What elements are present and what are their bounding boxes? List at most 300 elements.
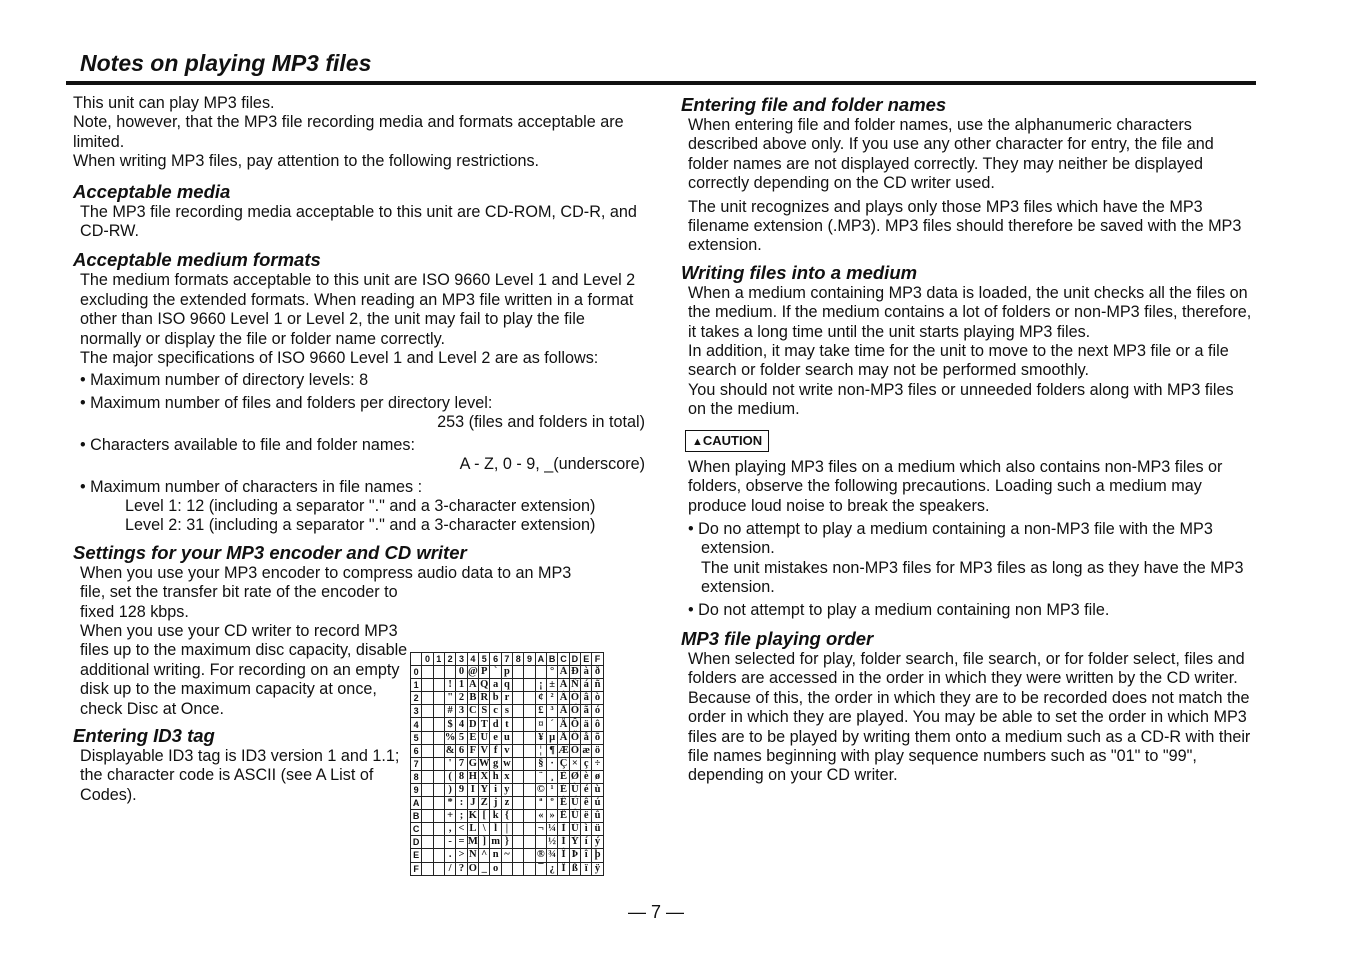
table-cell: c	[490, 705, 501, 718]
table-cell: Ç	[559, 757, 568, 769]
table-cell: è	[581, 770, 592, 783]
bullet-item: • Do not attempt to play a medium containing non MP3 file.	[688, 600, 1110, 619]
caution-body	[681, 458, 1256, 516]
table-cell	[524, 692, 535, 705]
table-cell	[513, 823, 524, 836]
table-cell: ä	[581, 718, 592, 731]
table-cell	[524, 705, 535, 718]
table-cell: Ø	[570, 770, 579, 782]
table-cell: W	[478, 757, 490, 769]
table-cell	[433, 718, 444, 731]
table-cell	[524, 757, 535, 770]
table-cell	[513, 666, 524, 679]
table-cell: G	[468, 757, 477, 769]
table-cell: æ	[582, 744, 590, 756]
table-row	[411, 836, 604, 849]
table-header-cell	[411, 653, 422, 666]
table-cell: |	[501, 823, 512, 836]
table-cell: Z	[478, 797, 490, 810]
section-acceptable-media	[73, 181, 645, 242]
table-cell: ÿ	[592, 862, 603, 875]
table-cell: ÷	[592, 757, 603, 770]
table-cell: å	[581, 731, 592, 744]
table-header-cell: 3	[456, 653, 467, 666]
table-cell	[433, 836, 444, 849]
table-cell: C	[469, 705, 477, 717]
table-cell: p	[501, 666, 512, 679]
table-cell	[513, 744, 524, 757]
table-header-cell: 7	[501, 653, 512, 666]
table-cell: v	[501, 744, 512, 757]
table-cell: ?	[456, 862, 467, 875]
table-cell: /	[444, 862, 456, 875]
table-row	[411, 862, 604, 875]
table-cell: )	[444, 783, 456, 796]
paragraph: file, set the transfer bit rate of the encoder to fixed 128 kbps.	[80, 583, 398, 621]
table-cell: ó	[592, 705, 603, 718]
table-cell: ï	[581, 862, 592, 875]
table-row-header: F	[411, 862, 422, 875]
table-cell: Ô	[570, 718, 579, 730]
table-cell	[513, 770, 524, 783]
table-cell: 4	[456, 718, 467, 731]
paragraph: When you use your CD writer to record MP3 files up to the maximum disc capacity, disable additional writing. For recording on an empty disk up to the maximum capacity at once, check Disc at Once.	[80, 621, 408, 718]
paragraph: When you use your MP3 encoder to compress audio data to an MP3	[80, 563, 572, 582]
table-cell: +	[444, 810, 456, 823]
table-cell	[513, 757, 524, 770]
ascii-code-table	[410, 652, 604, 876]
bullet-item: • Characters available to file and folder names:	[80, 435, 415, 454]
table-cell: ^	[478, 849, 490, 862]
table-header-cell: 9	[524, 653, 535, 666]
table-cell	[433, 757, 444, 770]
table-cell: O	[468, 862, 477, 874]
table-row-header: 8	[411, 770, 422, 783]
table-cell: T	[478, 718, 490, 731]
table-row	[411, 718, 604, 731]
table-cell	[433, 666, 444, 679]
table-cell: ¸	[546, 770, 557, 783]
table-cell	[513, 797, 524, 810]
table-cell: Q	[480, 679, 489, 691]
table-cell: Ñ	[571, 679, 579, 691]
table-cell	[524, 862, 535, 875]
table-row-header: E	[411, 849, 422, 862]
bullet-item: • Maximum number of files and folders per directory level:	[80, 393, 493, 412]
table-cell: l	[490, 823, 501, 836]
table-cell	[524, 849, 535, 862]
bullet-item: • Maximum number of characters in file names :	[80, 477, 423, 496]
table-cell	[524, 731, 535, 744]
table-header-cell: 5	[478, 653, 490, 666]
table-cell	[535, 836, 546, 849]
table-cell: ù	[592, 783, 603, 796]
table-cell: e	[490, 731, 501, 744]
table-cell	[422, 731, 433, 744]
table-cell: _	[478, 862, 490, 875]
table-cell: Ý	[571, 836, 579, 848]
table-cell: ð	[592, 666, 603, 679]
section-heading: Acceptable media	[73, 180, 231, 202]
table-row	[411, 849, 604, 862]
table-cell	[433, 849, 444, 862]
caution-badge	[685, 430, 769, 452]
table-cell	[524, 810, 535, 823]
table-cell: ã	[581, 705, 592, 718]
table-cell: F	[467, 744, 478, 757]
table-cell	[513, 679, 524, 692]
table-row	[411, 705, 604, 718]
table-cell: j	[490, 797, 501, 810]
table-cell: y	[501, 783, 512, 796]
table-cell: J	[467, 797, 478, 810]
table-cell	[422, 666, 433, 679]
table-cell: ö	[592, 744, 603, 757]
table-cell	[513, 849, 524, 862]
table-cell: \	[478, 823, 490, 836]
table-cell: ¼	[548, 823, 557, 835]
table-cell: Ü	[571, 823, 579, 835]
table-cell	[433, 744, 444, 757]
table-cell: Ö	[570, 744, 579, 756]
table-row	[411, 770, 604, 783]
section-writing	[681, 262, 1256, 420]
table-cell: V	[480, 744, 489, 756]
table-cell: 9	[456, 783, 467, 796]
bullet-value: A - Z, 0 - 9, _(underscore)	[459, 455, 645, 474]
table-row	[411, 783, 604, 796]
table-cell: ü	[592, 823, 603, 836]
table-cell: ¶	[546, 744, 557, 757]
table-cell: q	[501, 679, 512, 692]
table-cell	[513, 692, 524, 705]
table-cell: ý	[592, 836, 603, 849]
table-cell: 0	[456, 666, 467, 679]
table-cell: <	[456, 823, 467, 836]
table-cell: ²	[546, 692, 557, 705]
table-cell: *	[444, 797, 456, 810]
table-header-cell: B	[546, 653, 557, 666]
table-cell	[524, 770, 535, 783]
table-cell: 6	[456, 744, 467, 757]
table-cell	[433, 731, 444, 744]
table-row	[411, 744, 604, 757]
table-cell: ¬	[535, 823, 546, 836]
paragraph: Because of this, the order in which they are to be recorded does not match the order in which they are played. You may be able to set the order in which MP3 files are to be played by writing them onto a medium such as a CD-R with their file names beginning with play sequence numbers such as "01" to "99", depending on your CD writer.	[688, 688, 1251, 785]
page-title: Notes on playing MP3 files	[80, 50, 372, 76]
table-cell	[422, 797, 433, 810]
table-header-cell: 2	[444, 653, 456, 666]
table-cell: -	[444, 836, 456, 849]
table-cell: "	[444, 692, 456, 705]
table-cell: a	[490, 679, 501, 692]
table-cell: í	[581, 836, 592, 849]
section-heading: MP3 file playing order	[681, 627, 874, 649]
table-cell: ¡	[535, 679, 546, 692]
table-cell: x	[501, 770, 512, 783]
table-row-header: 5	[411, 731, 422, 744]
table-cell: ò	[592, 692, 603, 705]
table-cell: 7	[456, 757, 467, 770]
table-cell: õ	[592, 731, 603, 744]
table-cell: A	[469, 679, 477, 691]
table-cell: È	[558, 770, 570, 783]
table-cell: u	[501, 731, 512, 744]
table-cell	[422, 862, 433, 875]
paragraph: The MP3 file recording media acceptable to this unit are CD-ROM, CD-R, and CD-RW.	[80, 202, 637, 241]
caution-label: CAUTION	[702, 432, 763, 448]
table-cell: «	[535, 810, 546, 823]
table-cell	[422, 718, 433, 731]
paragraph: The major specifications of ISO 9660 Level 1 and Level 2 are as follows:	[80, 349, 599, 368]
table-row-header: 2	[411, 692, 422, 705]
table-header-cell: C	[558, 653, 570, 666]
table-cell: f	[490, 744, 501, 757]
table-cell: s	[501, 705, 512, 718]
table-cell: ê	[581, 797, 592, 810]
table-cell: k	[490, 810, 501, 823]
table-cell: {	[501, 810, 512, 823]
table-row-header: 7	[411, 757, 422, 770]
bullet-value: Level 2: 31 (including a separator "." and a 3-character extension)	[125, 516, 596, 535]
table-cell	[422, 783, 433, 796]
table-row-header: D	[411, 836, 422, 849]
table-cell: r	[501, 692, 512, 705]
section-heading: Writing files into a medium	[681, 261, 918, 283]
table-cell: À	[559, 666, 568, 678]
table-header-cell: A	[535, 653, 546, 666]
bullet-item: • Maximum number of directory levels: 8	[80, 371, 369, 390]
table-row	[411, 810, 604, 823]
table-row	[411, 666, 604, 679]
table-header-cell: 0	[422, 653, 433, 666]
table-cell: D	[469, 718, 477, 730]
table-cell: i	[490, 783, 501, 796]
page-number: — 7 —	[628, 902, 685, 922]
table-cell: é	[581, 783, 592, 796]
table-cell: E	[467, 731, 478, 744]
table-cell: ¦	[535, 744, 546, 757]
table-cell: L	[467, 823, 478, 836]
table-cell: ú	[592, 797, 603, 810]
bullet-item: • Do no attempt to play a medium containing a non-MP3 file with the MP3 extension.	[688, 519, 1213, 558]
table-cell	[513, 731, 524, 744]
table-cell: à	[581, 666, 592, 679]
table-cell: N	[469, 849, 477, 861]
table-cell: ß	[569, 862, 580, 875]
table-cell	[433, 862, 444, 875]
table-cell: ë	[581, 810, 592, 823]
table-row-header: A	[411, 797, 422, 810]
table-row	[411, 731, 604, 744]
table-cell	[524, 797, 535, 810]
table-cell: Ë	[558, 810, 570, 823]
table-cell	[422, 692, 433, 705]
table-cell: £	[535, 705, 546, 718]
table-cell: '	[444, 757, 456, 770]
table-header-cell: 6	[490, 653, 501, 666]
section-heading: Settings for your MP3 encoder and CD writer	[73, 541, 467, 563]
table-cell	[524, 836, 535, 849]
table-cell: ¹	[546, 783, 557, 796]
table-cell: ø	[592, 770, 603, 783]
table-cell: ¿	[546, 862, 557, 875]
table-cell: ¨	[535, 770, 546, 783]
table-cell: ª	[535, 797, 546, 810]
table-cell: h	[490, 770, 501, 783]
table-cell: M	[467, 836, 478, 848]
table-cell: Â	[559, 692, 568, 704]
table-cell	[513, 705, 524, 718]
table-cell: 3	[456, 705, 467, 718]
table-cell: Å	[559, 731, 568, 743]
table-cell: º	[546, 797, 557, 810]
table-cell	[513, 783, 524, 796]
table-header-row	[411, 653, 604, 666]
table-cell: @	[467, 666, 478, 678]
table-cell	[524, 823, 535, 836]
table-cell	[433, 783, 444, 796]
table-header-cell: F	[592, 653, 603, 666]
table-cell: Ä	[559, 718, 568, 730]
table-cell: ×	[569, 757, 580, 770]
table-cell: á	[581, 679, 592, 692]
table-cell: Ð	[571, 666, 579, 678]
table-cell: [	[478, 810, 490, 823]
table-cell: o	[490, 862, 501, 875]
table-cell	[524, 718, 535, 731]
table-cell	[433, 679, 444, 692]
title-rule	[66, 81, 1256, 85]
section-heading: Entering ID3 tag	[73, 724, 215, 746]
table-cell: &	[445, 744, 455, 756]
table-cell: ®	[536, 849, 545, 861]
table-cell: I	[467, 783, 478, 796]
table-cell: Ï	[558, 862, 570, 875]
table-cell	[524, 744, 535, 757]
table-cell: ·	[546, 757, 557, 770]
bullet-value: Level 1: 12 (including a separator "." and a 3-character extension)	[125, 496, 596, 515]
table-cell: µ	[546, 731, 557, 744]
table-cell	[513, 718, 524, 731]
table-cell: `	[490, 666, 501, 679]
table-cell: #	[444, 705, 456, 718]
table-row	[411, 797, 604, 810]
table-cell: ´	[546, 718, 557, 731]
table-cell: Õ	[570, 731, 579, 743]
table-cell: X	[480, 770, 489, 782]
table-cell: >	[456, 849, 467, 862]
table-row-header: 0	[411, 666, 422, 679]
table-cell: 5	[456, 731, 467, 744]
table-cell: ]	[478, 836, 490, 849]
table-row-header: B	[411, 810, 422, 823]
bullet-subtext: The unit mistakes non-MP3 files for MP3 files as long as they have the MP3 extension.	[701, 558, 1244, 597]
table-cell: %	[444, 731, 456, 743]
table-header-cell: 8	[513, 653, 524, 666]
table-cell: Ò	[570, 692, 579, 704]
table-cell: ç	[581, 757, 592, 770]
table-cell: Ã	[559, 705, 568, 717]
table-cell: B	[467, 692, 478, 705]
paragraph: When a medium containing MP3 data is loaded, the unit checks all the files on the medium. If the medium contains a lot of folders or non-MP3 files, therefore, it takes a long time until the unit starts playing MP3 files.	[688, 283, 1252, 341]
table-cell: ;	[456, 810, 467, 823]
table-cell: ©	[536, 783, 545, 795]
table-cell: w	[503, 757, 511, 769]
table-cell: 1	[456, 679, 467, 692]
table-cell: t	[501, 718, 512, 731]
table-cell: K	[468, 810, 477, 822]
table-cell	[433, 770, 444, 783]
table-cell: °	[546, 666, 557, 679]
warning-icon: ▲	[692, 435, 703, 448]
table-cell	[524, 679, 535, 692]
table-cell: Þ	[569, 849, 580, 862]
section-heading: Acceptable medium formats	[73, 249, 321, 271]
table-cell: $	[444, 718, 456, 731]
table-cell: Ê	[558, 797, 570, 810]
table-cell: Ó	[570, 705, 579, 717]
table-cell: ì	[581, 823, 592, 836]
table-cell	[422, 770, 433, 783]
paragraph: Displayable ID3 tag is ID3 version 1 and 1.1; the character code is ASCII (see A List of Codes).	[80, 746, 400, 804]
paragraph: When entering file and folder names, use the alphanumeric characters described above only. If you use any other character for entry, the file and folder names are not displayed correctly. They may neither be displayed correctly depending on the CD writer used.	[688, 116, 1214, 193]
table-cell: !	[444, 679, 456, 692]
table-cell	[422, 849, 433, 862]
table-row-header: 3	[411, 705, 422, 718]
table-cell: b	[490, 692, 501, 705]
section-acceptable-formats	[73, 249, 645, 535]
table-cell: ñ	[592, 679, 603, 692]
table-cell: S	[478, 705, 490, 718]
table-cell: ³	[546, 705, 557, 718]
paragraph: The medium formats acceptable to this unit are ISO 9660 Level 1 and Level 2 excluding the extended formats. When reading an MP3 file written in a format other than ISO 9660 Level 1 or Level 2, the unit may fail to play the file normally or display the file or folder name correctly.	[80, 271, 636, 348]
table-cell	[524, 666, 535, 679]
table-cell: ±	[546, 679, 557, 692]
table-cell: þ	[592, 849, 603, 862]
intro-line: When writing MP3 files, pay attention to the following restrictions.	[73, 152, 540, 171]
table-cell: Î	[558, 849, 570, 862]
table-cell: ¯	[535, 862, 546, 875]
table-cell	[422, 836, 433, 849]
table-cell	[433, 810, 444, 823]
table-cell: Í	[558, 836, 570, 849]
table-cell: 8	[456, 770, 467, 783]
paragraph: You should not write non-MP3 files or unneeded folders along with MP3 files on the medium.	[688, 380, 1234, 419]
table-cell: Ù	[571, 783, 579, 795]
table-row	[411, 757, 604, 770]
table-header-cell: E	[581, 653, 592, 666]
table-cell: }	[501, 836, 512, 849]
table-cell: :	[456, 797, 467, 810]
table-cell: n	[490, 849, 501, 862]
table-cell	[422, 823, 433, 836]
paragraph: When selected for play, folder search, file search, or for folder select, files and folders are accessed in the order in which they were written by the CD writer.	[688, 649, 1245, 688]
intro-line: Note, however, that the MP3 file recording media and formats acceptable are limited.	[73, 113, 624, 151]
paragraph: The unit recognizes and plays only those MP3 files which have the MP3 filename extension (.MP3). MP3 files should therefore be saved with the MP3 extension.	[688, 197, 1242, 255]
paragraph: In addition, it may take time for the unit to move to the next MP3 file or a file search or folder search may not be performed smoothly.	[688, 342, 1229, 380]
table-cell: H	[468, 770, 477, 782]
table-cell: z	[501, 797, 512, 810]
table-cell	[524, 783, 535, 796]
table-cell: »	[546, 810, 557, 823]
table-cell: (	[444, 770, 456, 783]
table-cell: U	[480, 731, 489, 743]
section-order	[681, 628, 1256, 786]
intro-line: This unit can play MP3 files.	[73, 94, 275, 112]
table-cell: û	[592, 810, 603, 823]
table-cell	[513, 810, 524, 823]
